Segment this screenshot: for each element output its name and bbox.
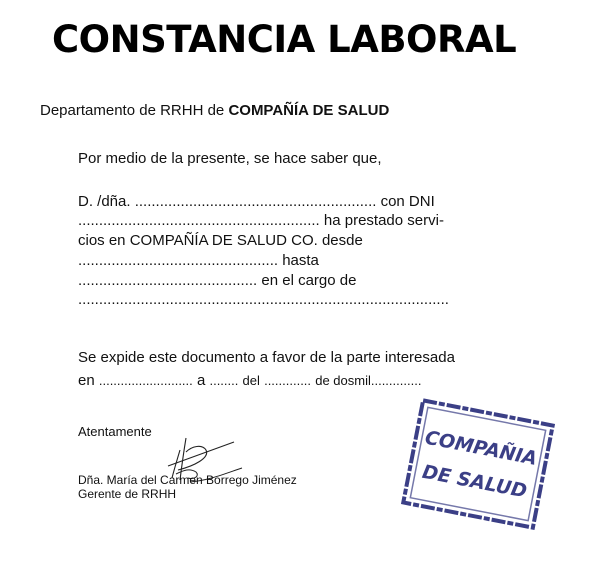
form-line-dni: .......................................................... ha prestado servi- — [78, 212, 444, 229]
month-blank: ............. — [264, 373, 312, 388]
document-title: CONSTANCIA LABORAL — [52, 18, 517, 61]
form-line-company: cios en COMPAÑÍA DE SALUD CO. desde — [78, 232, 363, 249]
department-line — [40, 102, 389, 119]
expedition-a: a — [196, 372, 206, 389]
place-blank: .......................... — [98, 373, 193, 388]
department-prefix: Departamento de RRHH de — [40, 102, 229, 119]
expedition-de-dosmil: de dosmil — [315, 373, 371, 388]
expedition-del: del — [242, 373, 260, 388]
expedition-text: Se expide este documento a favor de la parte interesada — [78, 349, 455, 366]
closing-text: Atentamente — [78, 424, 152, 439]
expedition-date-line — [78, 372, 421, 389]
year-blank: .............. — [370, 373, 422, 388]
form-line-position: ......................................................................................... — [78, 291, 449, 308]
expedition-en: en — [78, 372, 95, 389]
stamp-line-1: COMPAÑIA — [423, 426, 539, 470]
day-blank: ........ — [209, 373, 239, 388]
company-name: COMPAÑÍA DE SALUD — [228, 102, 390, 119]
stamp-line-2: DE SALUD — [420, 460, 529, 503]
signer-role: Gerente de RRHH — [78, 487, 177, 501]
form-line-from: ................................................ hasta — [78, 252, 319, 269]
form-line-until: ........................................... en el cargo de — [78, 272, 357, 289]
company-stamp — [398, 398, 558, 530]
form-line-name: D. /dña. .......................................................... con DNI — [78, 193, 435, 210]
intro-text: Por medio de la presente, se hace saber que, — [78, 150, 382, 167]
signer-name: Dña. María del Carmen Borrego Jiménez — [78, 473, 297, 487]
